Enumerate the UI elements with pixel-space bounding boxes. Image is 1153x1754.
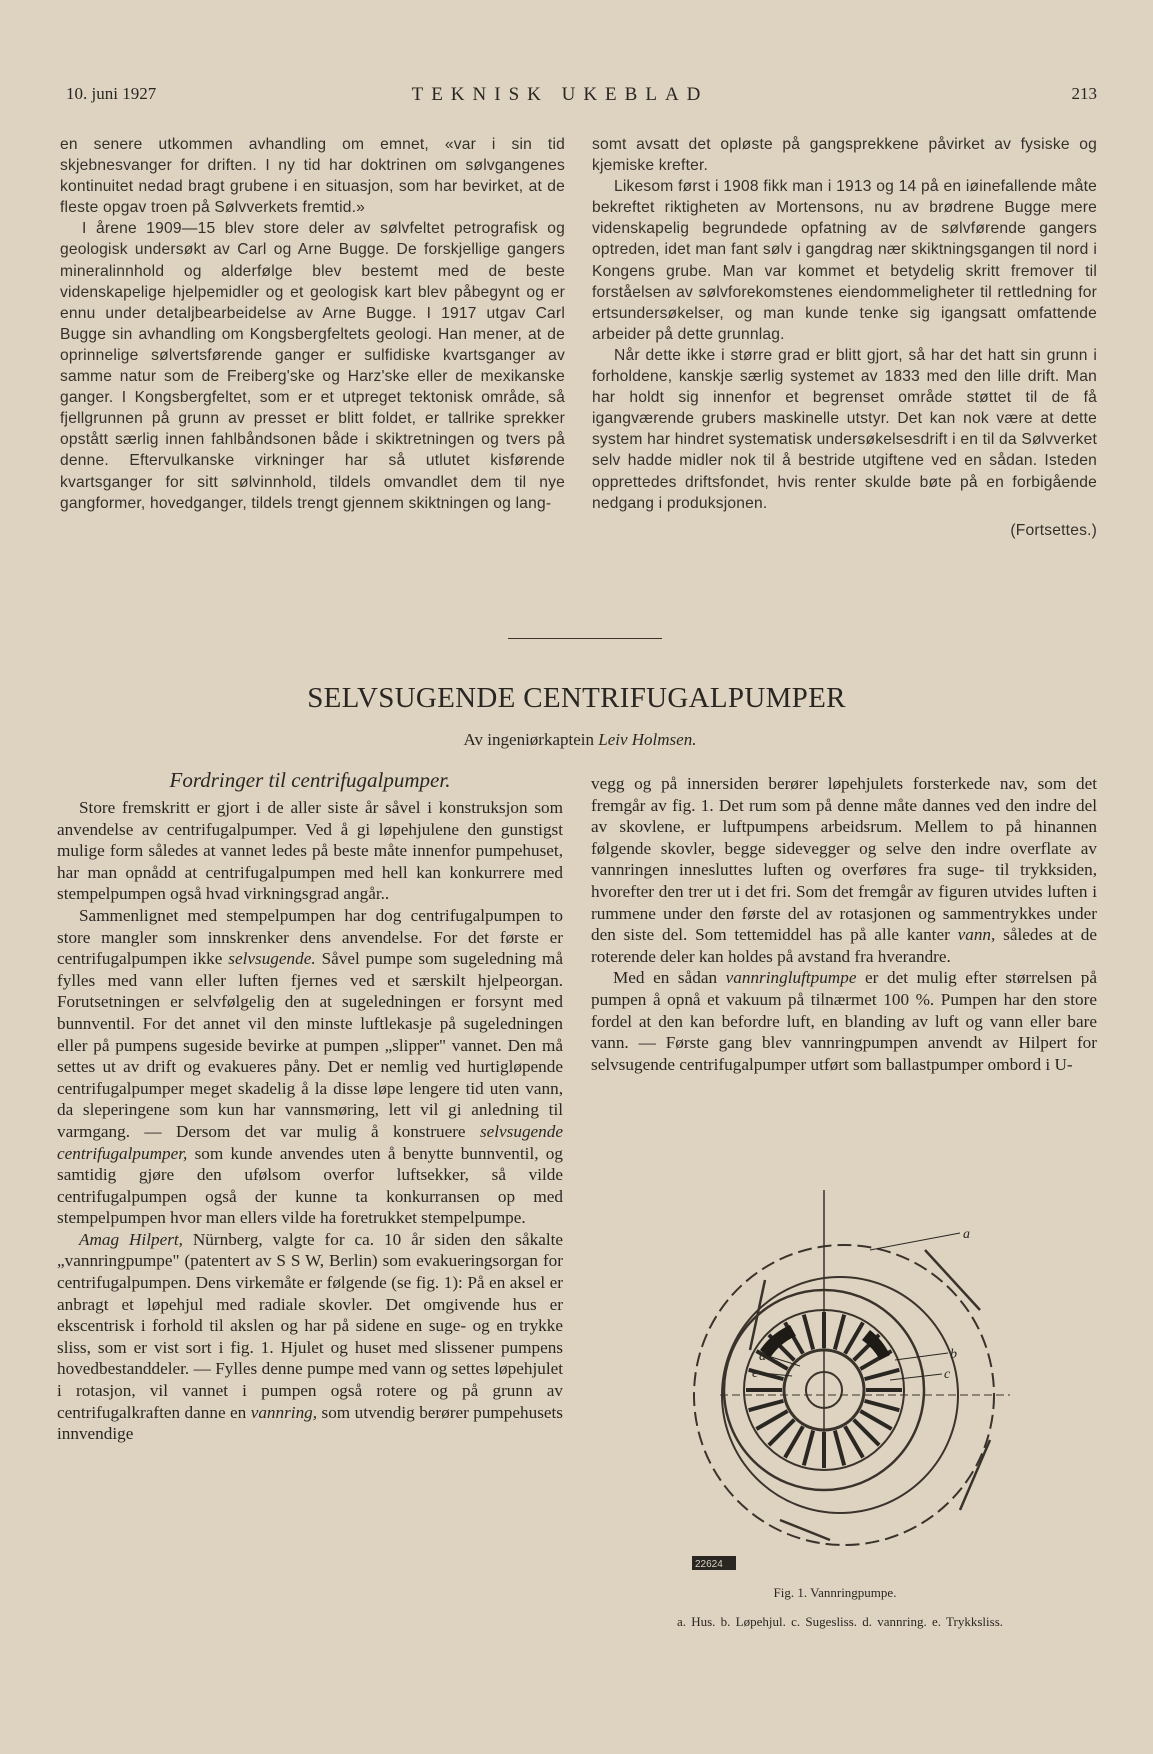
article-right-column	[591, 773, 1097, 1075]
section-divider	[508, 638, 662, 639]
author-name: Leiv Holmsen.	[598, 730, 697, 749]
page-number: 213	[1071, 84, 1097, 103]
impeller-blade	[749, 1401, 784, 1410]
paragraph: Likesom først i 1908 fikk man i 1913 og 14 på en iøinefallende måte bekreftet riktigheten av Mortensons, nu av brødrene Bugge mere videnskapelig begrundede opfatning av de sølvførende gangers optreden, idet man fant sølv i gangdrag nær skiktningsgangen til nord i Kongens grube. Man var kommet et betydelig skritt fremover til forståelsen av sølvforekomstenes eiendommeligheter til rettledning for ertsundersøkelser, og man kunde tenke sig igangsatt omfattende arbeider på dette grunnlag.	[592, 178, 1097, 343]
impeller-blade	[845, 1426, 863, 1457]
paragraph: Når dette ikke i større grad er blitt gjort, så har det hatt sin grunn i forholdene, kanskje særlig systemet av 1833 med den lille drift. Man har holdt sig innenfor et begrenset område støttet til de få igangværende grubers maskinelle utstyr. Det kan nok være at dette system har hindret systematisk undersøkelsesdrift i en til da Sølvverket selv hadde midler nok til å bestride utgiftene ved en sådan. Isteden opprettedes driftsfondet, hvis renter skulde bøte på en forbigående nedgang i produksjonen.	[592, 346, 1097, 512]
byline-prefix: Av ingeniørkaptein	[463, 730, 594, 749]
figure-legend: a. Hus. b. Løpehjul. c. Sugesliss. d. vannring. e. Trykksliss.	[676, 1614, 1004, 1629]
leader-b	[895, 1353, 948, 1360]
article-left-column	[57, 797, 563, 1445]
impeller-blade	[845, 1322, 863, 1353]
paragraph: Store fremskritt er gjort i de aller siste år såvel i konstruksjon som anvendelse av centrifugalpumper. Ved å gi løpehjulene den gunstigst mulige form således at vannet ledes på beste måte innenfor pumpehuset, har man opnådd at centrifugalpumpen med hell kan konkurrere med stempelpumpen også hvad virkningsgrad angår..	[57, 798, 563, 904]
impeller-blade	[835, 1315, 844, 1350]
paragraph: Sammenlignet med stempelpumpen har dog centrifugalpumpen to store mangler som innskrenker dens anvendelse. For det første er centrifugalpumpen ikke selvsugende. Såvel pumpe som sugeledning må fylles med vann eller luften fjernes ved et særskilt hjelpeorgan. Forutsetningen er selvfølgelig den at sugeledningen er forsynt med bunnventil. For det annet vil den minste luftlekasje på sugeledningen eller på pumpens sugeside bevirke at pumpen „slipper" vannet. Den må settes ut av drift og evakueres påny. Det er nemlig ved hurtigløpende centrifugalpumper meget skadelig å la disse løpe lengere tid uten vann, da sleperingene som kun har vannsmøring, lett vil gi anledning til varmgang. — Dersom det var mulig å konstruere selvsugende centrifugalpumper, som kunde anvendes uten å benytte bunnventil, og samtidig gjøre den ufølsom overfor luftsekker, så vilde centrifugalpumpen også der kunne ta konkurransen op med stempelpumpen hvor man ellers vilde ha foretrukket stempelpumpe.	[57, 905, 563, 1228]
paragraph: somt avsatt det opløste på gangsprekkene påvirket av fysiske og kjemiske krefter.	[592, 136, 1097, 175]
continued-note: (Fortsettes.)	[1010, 521, 1097, 539]
impeller-blade	[804, 1315, 813, 1350]
issue-date: 10. juni 1927	[66, 84, 157, 103]
label-b: b	[950, 1347, 957, 1362]
label-c: c	[944, 1367, 951, 1382]
impeller-blade	[854, 1420, 879, 1445]
prev-article-left-column	[60, 134, 565, 514]
label-d: d	[759, 1349, 766, 1364]
impeller-blade	[835, 1431, 844, 1466]
impeller-blade	[756, 1411, 787, 1429]
impeller-blade	[860, 1411, 891, 1429]
label-a: a	[963, 1227, 970, 1242]
printer-stamp-text: 22624	[695, 1559, 723, 1570]
impeller-blade	[865, 1401, 900, 1410]
impeller-blade	[769, 1420, 794, 1445]
byline	[360, 730, 800, 750]
leader-a	[870, 1233, 960, 1250]
paragraph: Med en sådan vannringluftpumpe er det mulig efter størrelsen på pumpen å opnå et vakuum på tilnærmet 100 %. Pumpen har den store fordel at den kan befordre luft, en blanding av luft og vann eller bare vann. — Første gang blev vannringpumpen anvendt av Hilpert for selvsugende centrifugalpumper utført som ballastpumper ombord i U-	[591, 968, 1097, 1074]
impeller-blade	[785, 1426, 803, 1457]
journal-title: TEKNISK UKEBLAD	[411, 84, 709, 105]
prev-article-right-column	[592, 134, 1097, 541]
paragraph: I årene 1909—15 blev store deler av sølvfeltet petrografisk og geologisk undersøkt av Carl og Arne Bugge. De forskjellige gangers mineralinnhold og alderfølge blev bestemt med de beste videnskapelige hjelpemidler og et geologisk kart blev påbegynt og er ennu under detaljbearbeidelse av Arne Bugge. I 1917 utgav Carl Bugge sin avhandling om Kongsbergfeltets geologi. Han mener, at de oprinnelige sølvertsførende ganger er sulfidiske kvartsganger av samme natur som de Freiberg'ske og Harz'ske eller de mexikanske ganger. I Kongsbergfeltet, som er et utpreget tektonisk område, så fjellgrunnen på grunn av presset er blitt foldet, er tallrike sprekker opstått særlig innen fahlbåndsonen både i skiktretningen og tvers på denne. Eftervulkanske virkninger har så utlutet kisførende kvartsganger for sitt sølvinnhold, tildels omvandlet dem til nye gangformer, hovedganger, tildels trengt gjennem skiktningen og lang-	[60, 220, 565, 512]
pump-figure	[695, 1190, 1030, 1590]
paragraph: Amag Hilpert, Nürnberg, valgte for ca. 10 år siden den såkalte „vannringpumpe" (patentert av S S W, Berlin) som evakueringsorgan for centrifugalpumpen. Dens virkemåte er følgende (se fig. 1): På en aksel er anbragt et løpehjul med radiale skovler. Det omgivende hus er ekscentrisk i forhold til akslen og har på sidene en suge- og en trykke sliss, som er vist sort i fig. 1. Hjulet og huset med slissener pumpens hovedbestanddeler. — Fylles denne pumpe med vann og settes løpehjulet i rotasjon, vil vannet i pumpen også rotere og på grunn av centrifugalkraften danne en vannring, som utvendig berører pumpehusets innvendige	[57, 1229, 564, 1444]
impeller-blade	[804, 1431, 813, 1466]
leader-c	[890, 1374, 942, 1380]
figure-caption: Fig. 1. Vannringpumpe.	[773, 1585, 897, 1600]
subheading: Fordringer til centrifugalpumper.	[169, 768, 451, 792]
impeller-blade	[865, 1370, 900, 1379]
paragraph: vegg og på innersiden berører løpehjulets forsterkede nav, som det fremgår av fig. 1. Det rum som på denne måte dannes ved den indre del av skovlene, er luftpumpens arbeidsrum. Mellem to på hinannen følgende skovler, begge sidevegger og selve den indre overflate av vannringen innesluttes luften og overføres fra suge- til trykksiden, hvorefter den trer ut i det fri. Som det fremgår av figuren utvides luften i rummene under den første del av rotasjonen og sammentrykkes under den siste del. Som tettemiddel has på alle kanter vann, således at de roterende deler kan holdes på avstand fra hverandre.	[591, 774, 1097, 966]
article-title: SELVSUGENDE CENTRIFUGALPUMPER	[307, 682, 846, 714]
paragraph: en senere utkommen avhandling om emnet, «var i sin tid skjebnesvanger for driften. I ny tid har doktrinen om sølvgangenes kontinuitet nedad bragt grubene i en situasjon, som har bevirket, at de fleste opgav troen på Sølvverkets fremtid.»	[60, 136, 565, 217]
label-e: e	[752, 1366, 759, 1381]
